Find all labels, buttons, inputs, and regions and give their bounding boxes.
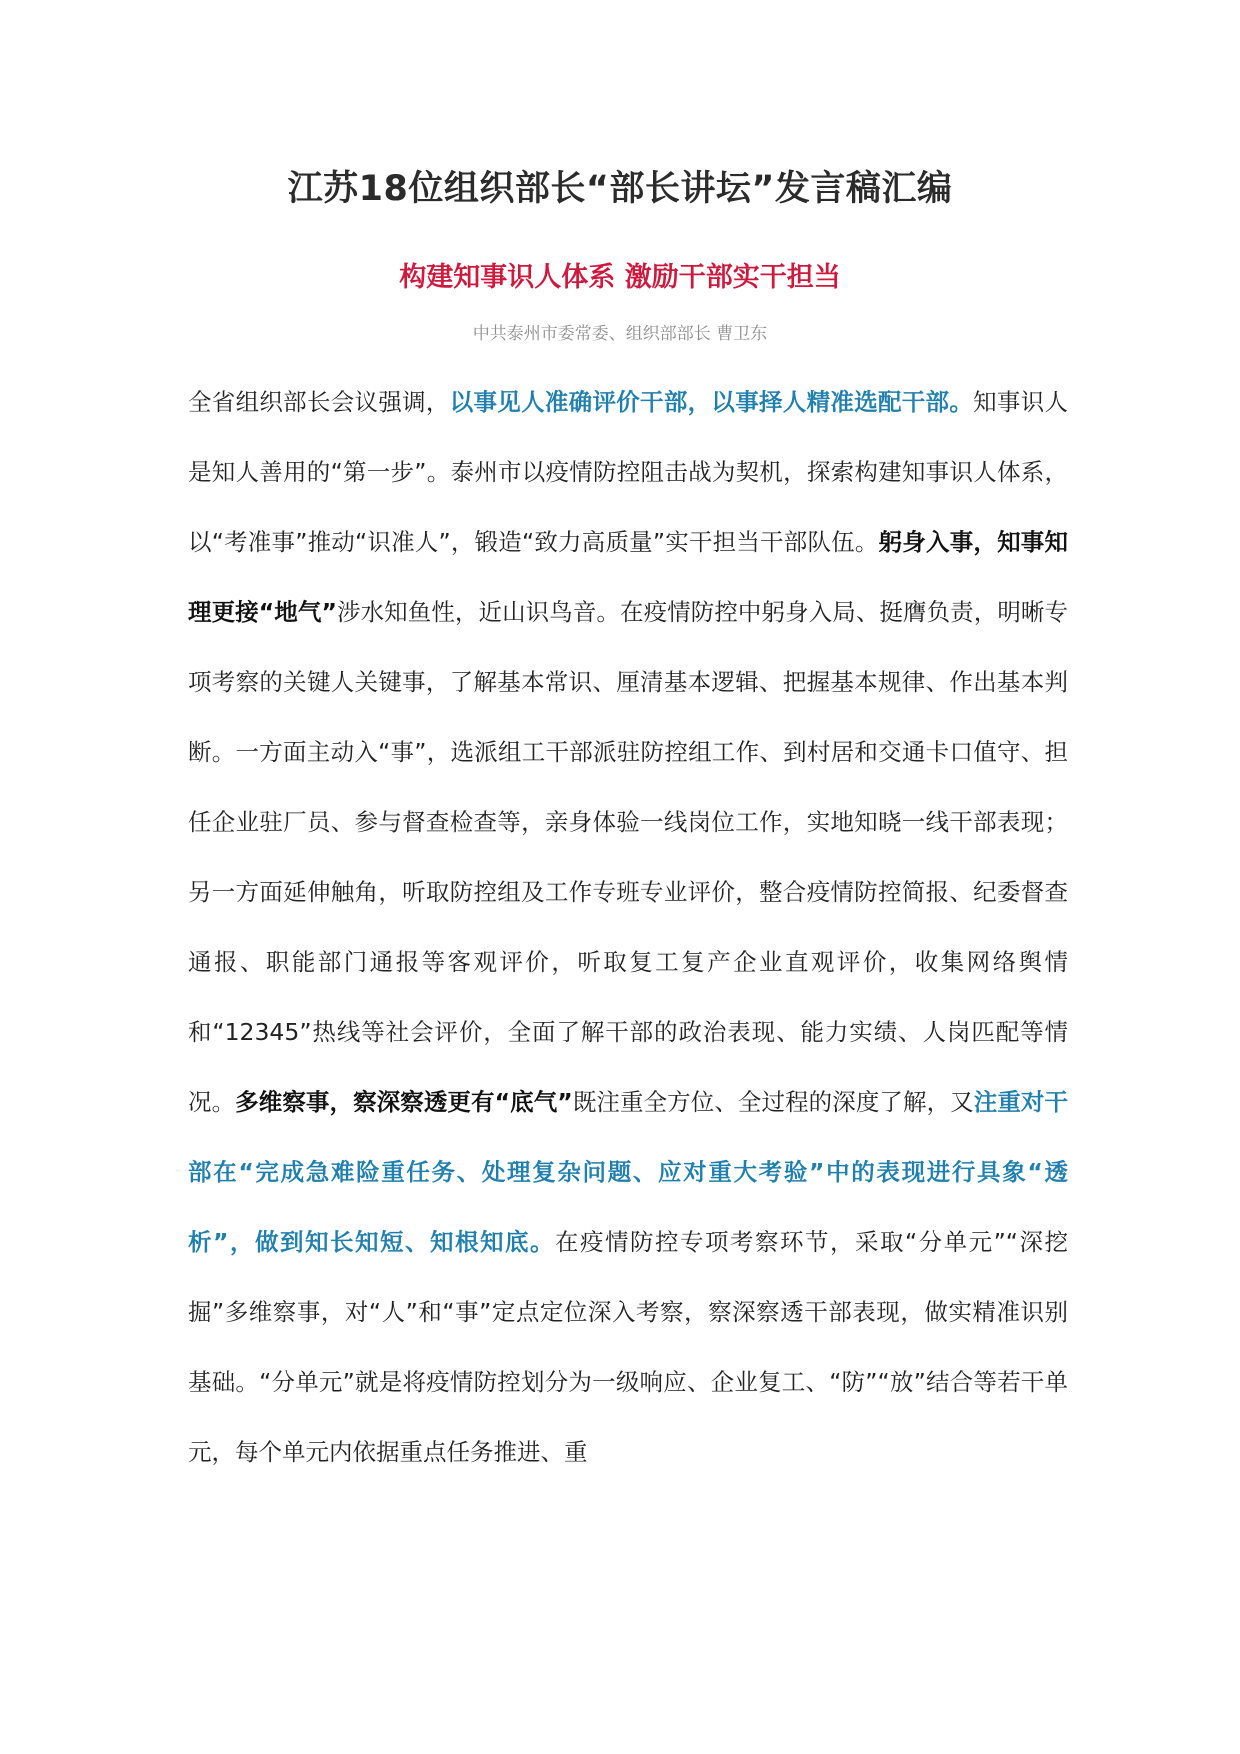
body-segment: 在疫情防控专项考察环节，采取“分单元”“深挖掘”多维察事，对“人”和“事”定点定位深入考察，察深察透干部表现，做实精准识别基础。“分单元”就是将疫情防控划分为一级响应、企业复工、“防”“放”结合等若干单元，每个单元内依据重点任务推进、重 [188,1228,1068,1466]
body-segment: 涉水知鱼性，近山识鸟音。在疫情防控中躬身入局、挺膺负责，明晰专项考察的关键人关键事，了解基本常识、厘清基本逻辑、把握基本规律、作出基本判断。一方面主动入“事”，选派组工干部派驻防控组工作、到村居和交通卡口值守、担任企业驻厂员、参与督查检查等，亲身体验一线岗位工作，实地知晓一线干部表现；另一方面延伸触角，听取防控组及工作专班专业评价，整合疫情防控简报、纪委督查通报、职能部门通报等客观评价，听取复工复产企业直观评价，收集网络舆情和“12345”热线等社会评价，全面了解干部的政治表现、能力实绩、人岗匹配等情况。 [188,598,1069,1116]
section-heading: 多维察事，察深察透更有“底气” [235,1088,573,1116]
body-segment: 知事识人是知人善用的“第一步”。泰州市以疫情防控阻击战为契机，探索构建知事识人体系，以“考准事”推动“识准人”，锻造“致力高质量”实干担当干部队伍。 [188,388,1069,556]
body-paragraph [188,367,1068,1487]
highlighted-sentence: 以事见人准确评价干部，以事择人精准选配干部。 [449,388,974,416]
highlighted-sentence: 注重对干部在“完成急难险重任务、处理复杂问题、应对重大考验”中的表现进行具象“透析”，做到知长知短、知根知底。 [188,1088,1069,1256]
article-subtitle: 构建知事识人体系 激励干部实干担当 [399,262,841,293]
body-segment: 全省组织部长会议强调， [188,388,450,416]
author-line: 中共泰州市委常委、组织部部长 曹卫东 [472,324,768,344]
section-heading: 躬身入事，知事知理更接“地气” [188,528,1069,626]
document-title: 江苏18位组织部长“部长讲坛”发言稿汇编 [287,169,953,209]
body-segment: 既注重全方位、全过程的深度了解，又 [572,1088,974,1116]
